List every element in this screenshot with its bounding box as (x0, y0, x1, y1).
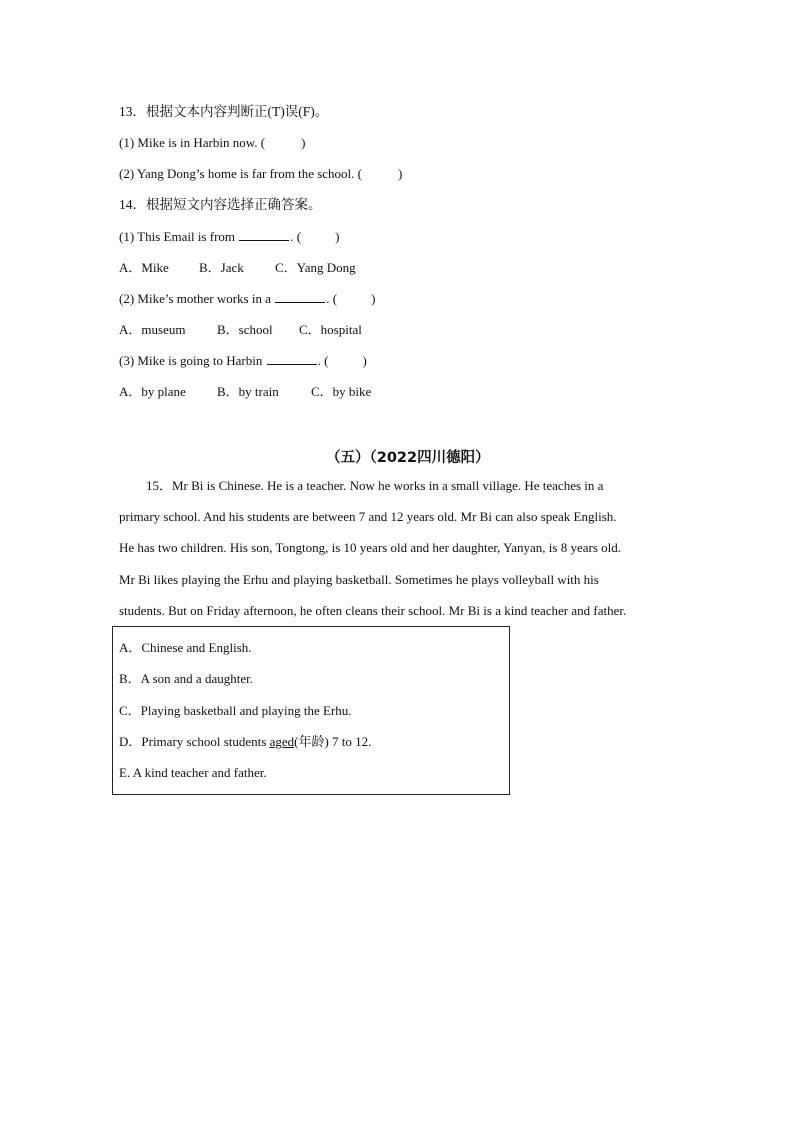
q14-item-2-stem (119, 291, 375, 307)
passage-line-1: 15．Mr Bi is Chinese. He is a teacher. Now he works in a small village. He teaches in a (146, 478, 604, 493)
box-option-d-after: (年龄) 7 to 12. (294, 734, 372, 749)
q14-item-3-stem-after: . ( (317, 353, 329, 368)
box-option-d-before: D．Primary school students (119, 734, 270, 749)
q14-item-3-stem-text: (3) Mike is going to Harbin (119, 353, 263, 368)
q14-item-2-stem-after: . ( (326, 291, 338, 306)
q14-item-1-options (119, 260, 356, 276)
q14-item-1-close: ) (335, 229, 340, 244)
q14-item-3-close: ) (362, 353, 367, 368)
q14-heading: 14．根据短文内容选择正确答案。 (119, 197, 322, 212)
option-c: C．Yang Dong (275, 260, 356, 275)
q13-item-1-close: ) (301, 135, 306, 150)
q14-item-3-stem (119, 353, 367, 369)
q13-item-1 (119, 135, 305, 151)
option-c: C．hospital (299, 322, 362, 337)
box-option-d-underlined: aged (269, 734, 295, 749)
box-option-a: A．Chinese and English. (119, 640, 252, 655)
q14-item-1-stem-after: . ( (290, 229, 302, 244)
q13-item-2-close: ) (398, 166, 403, 181)
option-c: C．by bike (311, 384, 372, 399)
q13-heading: 13．根据文本内容判断正(T)误(F)。 (119, 104, 329, 119)
option-a: A．Mike (119, 260, 169, 275)
q14-item-1-stem-text: (1) This Email is from (119, 229, 236, 244)
passage-line-3: He has two children. His son, Tongtong, is 10 years old and her daughter, Yanyan, is 8 years old. (119, 540, 622, 555)
box-option-b: B．A son and a daughter. (119, 671, 253, 686)
box-option-e: E. A kind teacher and father. (119, 765, 267, 780)
q14-item-1-stem (119, 229, 339, 245)
q13-item-2 (119, 166, 402, 182)
passage-line-2: primary school. And his students are between 7 and 12 years old. Mr Bi can also speak English. (119, 509, 617, 524)
q13-item-1-text: (1) Mike is in Harbin now. ( (119, 135, 266, 150)
answer-blank (267, 353, 317, 365)
passage-line-4: Mr Bi likes playing the Erhu and playing basketball. Sometimes he plays volleyball with his (119, 572, 599, 587)
q14-item-2-close: ) (371, 291, 376, 306)
option-b: B．school (217, 322, 273, 337)
q14-item-3-options (119, 384, 371, 400)
passage-line-5: students. But on Friday afternoon, he often cleans their school. Mr Bi is a kind teacher and father. (119, 603, 627, 618)
box-option-d (119, 734, 371, 750)
q14-item-2-options (119, 322, 362, 338)
box-option-c: C．Playing basketball and playing the Erhu. (119, 703, 352, 718)
answer-blank (239, 229, 289, 241)
q14-item-2-stem-text: (2) Mike’s mother works in a (119, 291, 272, 306)
option-b: B．Jack (199, 260, 244, 275)
section-title: （五）（2022四川德阳） (326, 450, 490, 466)
option-a: A．by plane (119, 384, 186, 399)
option-b: B．by train (217, 384, 279, 399)
option-a: A．museum (119, 322, 186, 337)
q13-item-2-text: (2) Yang Dong’s home is far from the school. ( (119, 166, 362, 181)
answer-blank (275, 291, 325, 303)
